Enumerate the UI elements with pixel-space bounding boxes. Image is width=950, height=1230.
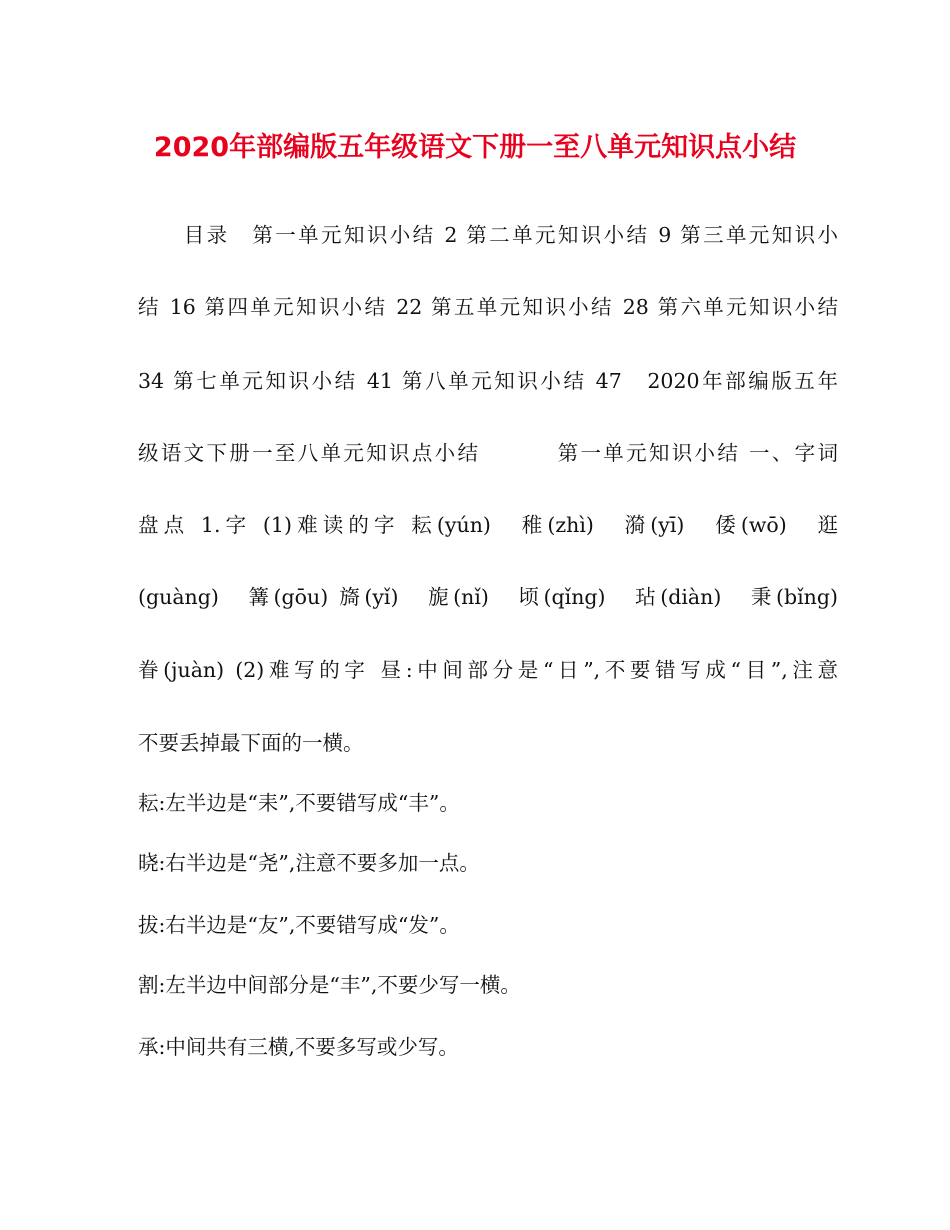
text-line-4: 级语文下册一至八单元知识点小结 第一单元知识小结 一、字词 [138,441,838,465]
document-title: 2020年部编版五年级语文下册一至八单元知识点小结 [153,132,797,163]
text-line-9: 耘:左半边是“耒”,不要错写成“丰”。 [138,791,460,815]
text-line-8: 不要丢掉最下面的一横。 [138,731,364,755]
text-line-10: 晓:右半边是“尧”,注意不要多加一点。 [138,851,480,875]
text-line-6: (guàng) 篝(gōu) 旖(yǐ) 旎(nǐ) 顷(qǐng) 玷(diàn) 秉(bǐng) [138,585,838,609]
text-line-2: 结 16 第四单元知识小结 22 第五单元知识小结 28 第六单元知识小结 [138,295,838,319]
text-line-13: 承:中间共有三横,不要多写或少写。 [138,1035,459,1059]
text-line-5: 盘点 1.字 (1)难读的字 耘(yún) 稚(zhì) 漪(yī) 倭(wō) 逛 [138,513,838,537]
text-line-12: 割:左半边中间部分是“丰”,不要少写一横。 [138,973,521,997]
text-line-7: 眷(juàn) (2)难写的字 昼:中间部分是“日”,不要错写成“目”,注意 [138,658,838,682]
text-line-1: 目录 第一单元知识小结 2 第二单元知识小结 9 第三单元知识小 [138,223,838,247]
text-line-11: 拔:右半边是“友”,不要错写成“发”。 [138,913,460,937]
text-line-3: 34 第七单元知识小结 41 第八单元知识小结 47 2020年部编版五年 [138,369,838,393]
